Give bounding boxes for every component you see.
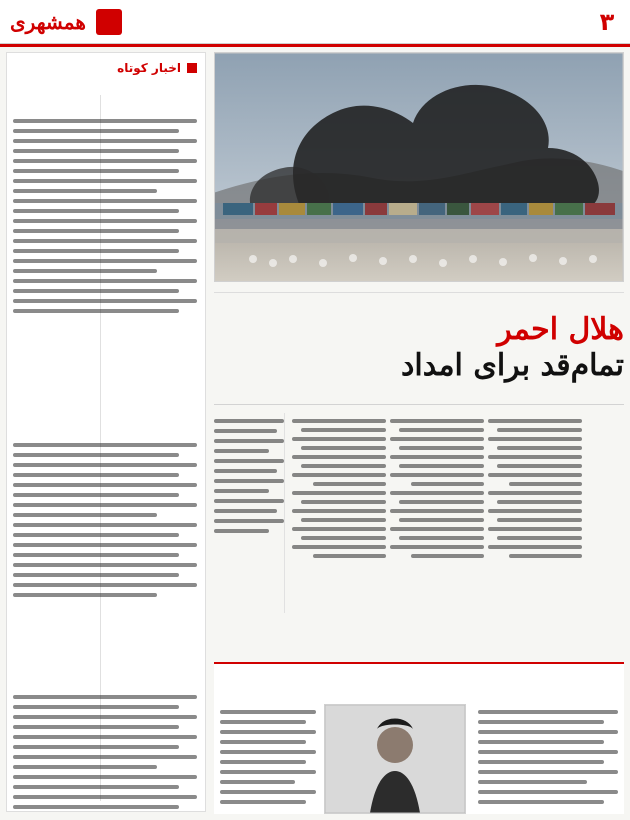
sidebar-note-lines (214, 419, 284, 533)
headline-black: تمام‌قد برای امداد (401, 348, 624, 383)
brand-mark-icon (96, 9, 122, 35)
left-textblock-3 (13, 689, 197, 815)
bottom-text-right (478, 704, 618, 810)
kicker-square-icon (187, 63, 197, 73)
lead-photo-illustration (214, 53, 623, 282)
top-header (0, 0, 630, 44)
article-col-2 (390, 413, 484, 649)
bottom-article (214, 662, 624, 814)
portrait-photo (324, 704, 466, 814)
bottom-text-left (220, 704, 316, 810)
brand-name: همشهری (10, 9, 86, 34)
article-col-1 (292, 413, 386, 649)
article-col-3 (488, 413, 582, 649)
left-kicker (117, 61, 197, 75)
header-red-rule (0, 44, 630, 47)
headline-red: هلال احمر (497, 312, 624, 347)
main-content (214, 52, 624, 812)
headline-block (214, 312, 624, 396)
left-news-column (6, 52, 206, 812)
article-col-3-lines (488, 419, 582, 558)
left-textblock-1 (13, 113, 197, 319)
portrait-illustration (325, 705, 465, 813)
page-number: ۳ (599, 7, 615, 36)
left-kicker-label: اخبار کوتاه (117, 61, 181, 75)
photo-caption (214, 286, 624, 293)
newspaper-logo (10, 9, 122, 35)
article-body-columns (214, 404, 624, 655)
article-col-2-lines (390, 419, 484, 558)
sidebar-note (214, 413, 285, 613)
lead-photo (214, 52, 624, 282)
article-col-1-lines (292, 419, 386, 558)
left-textblock-2 (13, 437, 197, 603)
